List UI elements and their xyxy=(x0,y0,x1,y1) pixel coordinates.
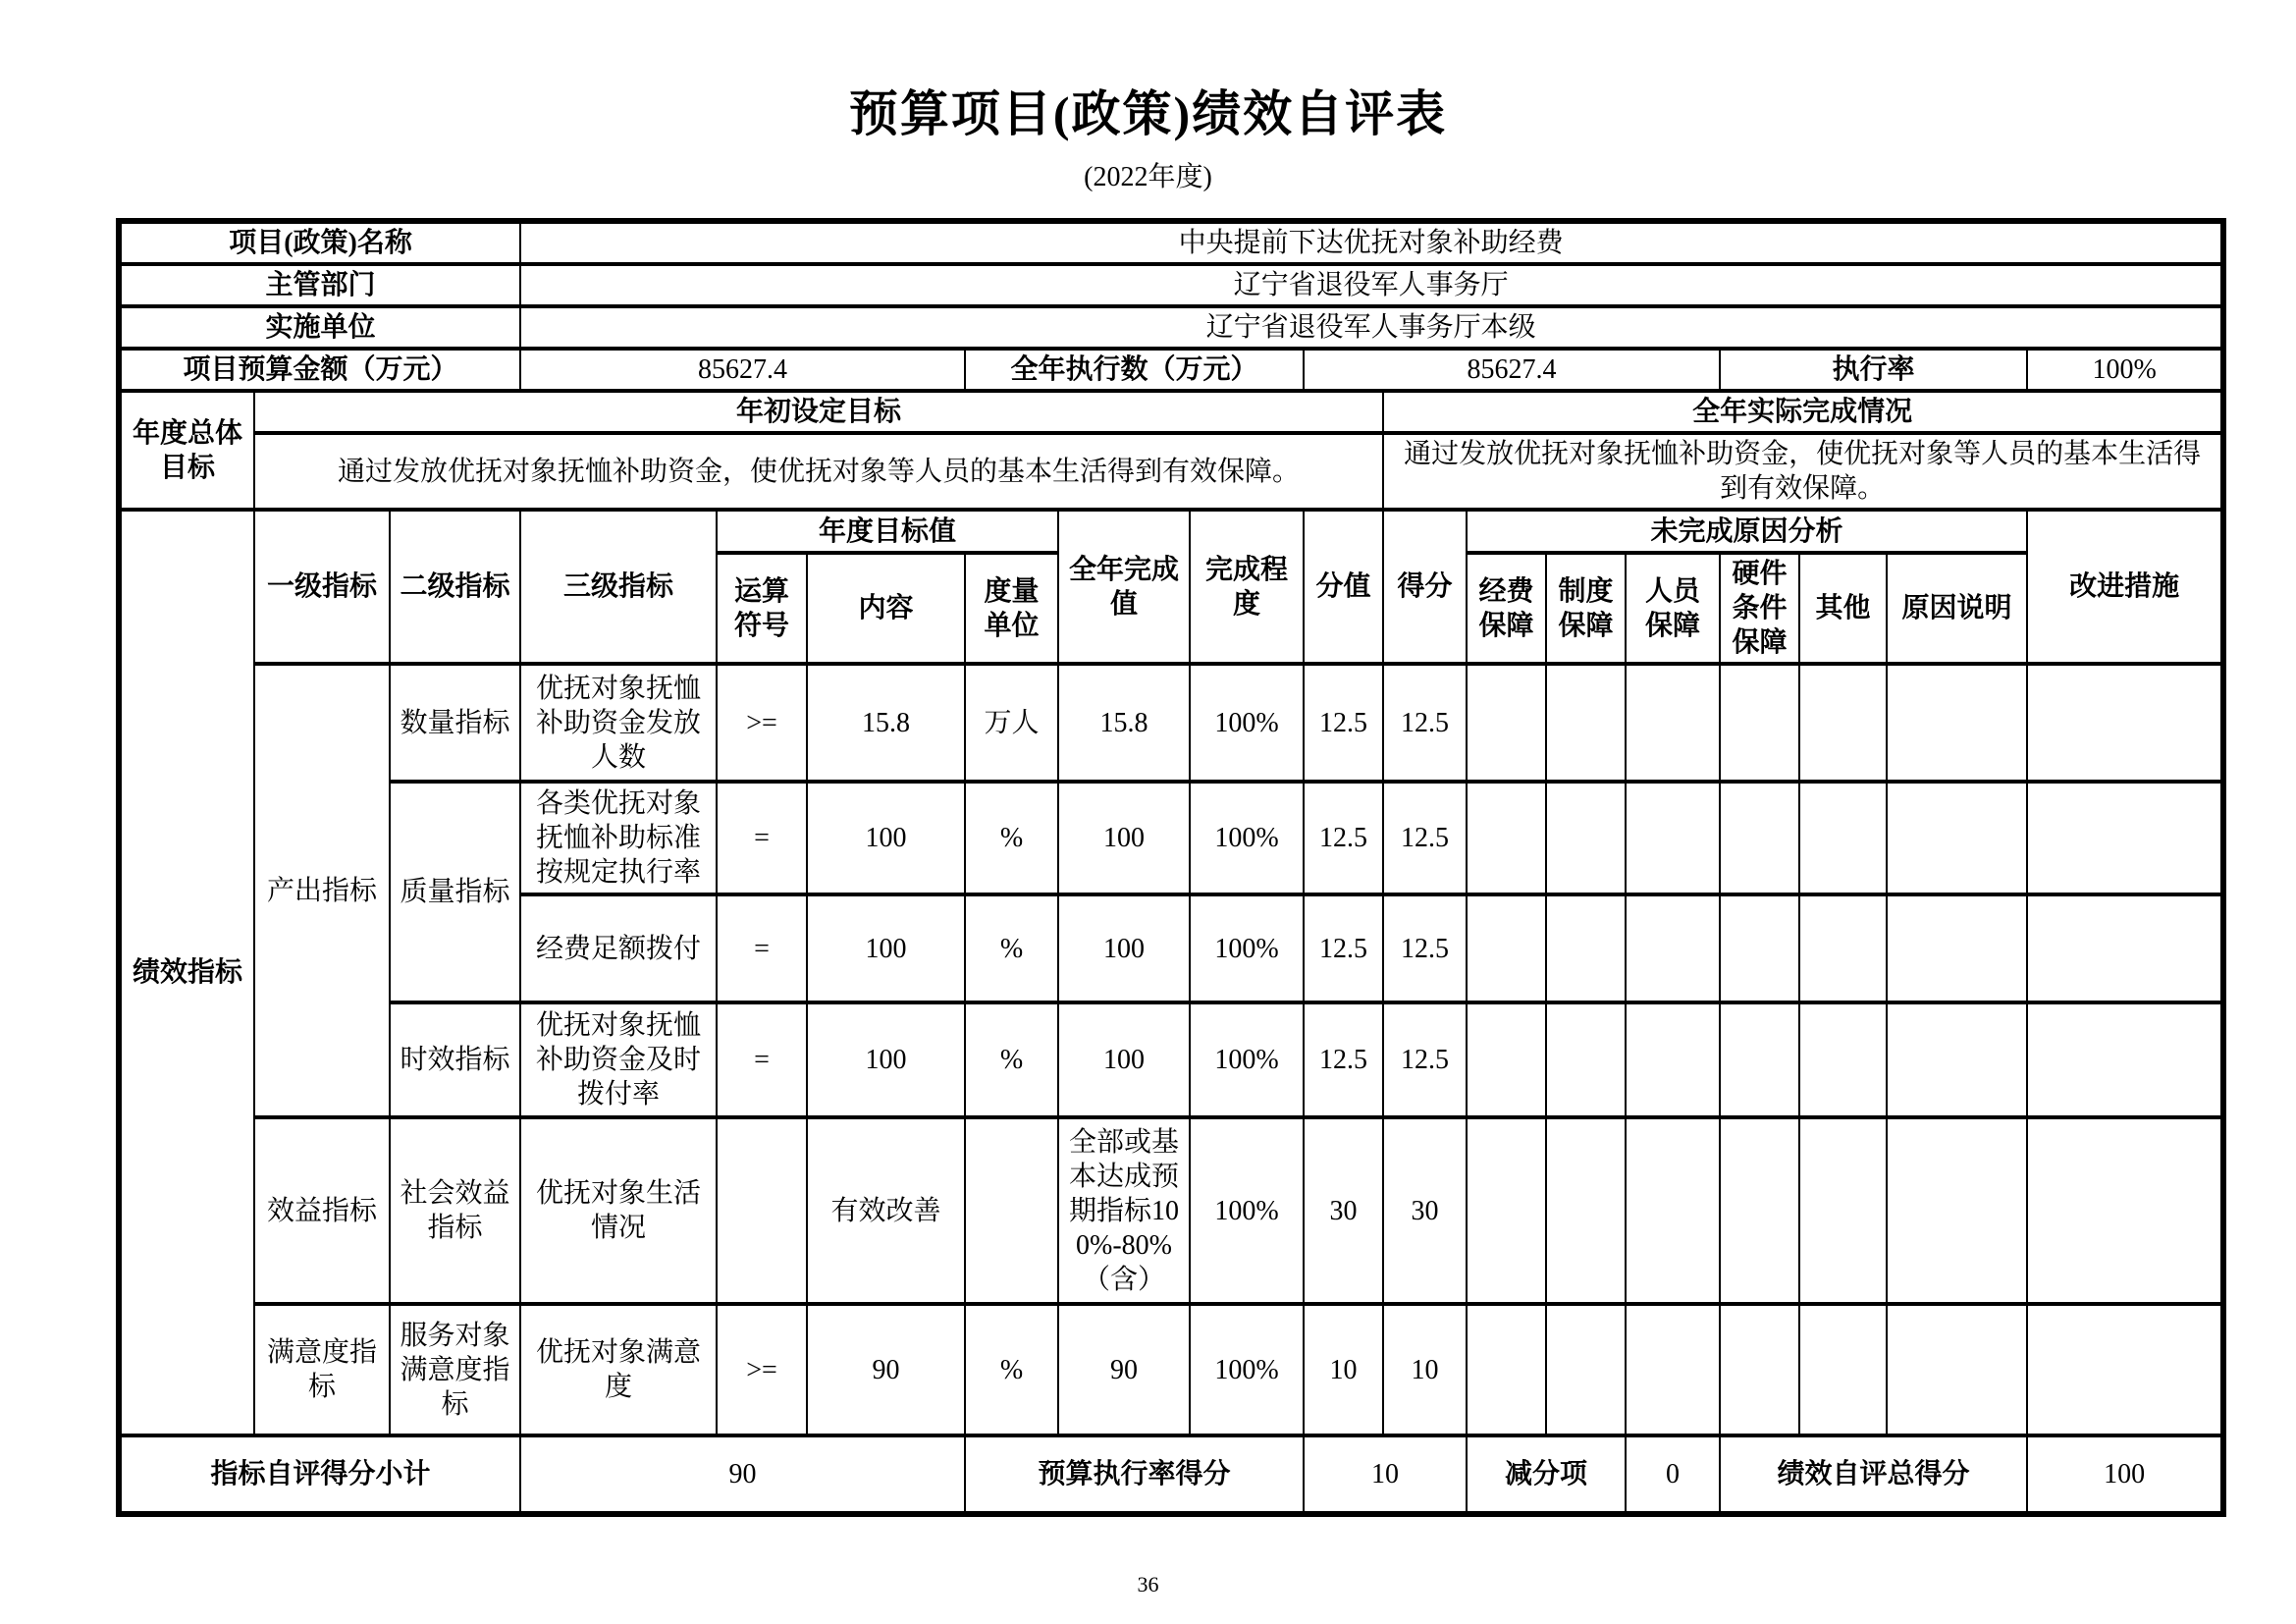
level1-benefit: 效益指标 xyxy=(254,1117,390,1304)
level2-social-benefit: 社会效益指标 xyxy=(390,1117,520,1304)
level3-cell: 优抚对象抚恤补助资金及时拨付率 xyxy=(520,1002,717,1117)
header-hardware: 硬件条件保障 xyxy=(1720,553,1799,664)
operator-cell: = xyxy=(717,782,807,894)
level3-cell: 各类优抚对象抚恤补助标准按规定执行率 xyxy=(520,782,717,894)
completion-cell: 100% xyxy=(1190,664,1304,782)
completion-cell: 100% xyxy=(1190,894,1304,1002)
initial-goal-text: 通过发放优抚对象抚恤补助资金，使优抚对象等人员的基本生活得到有效保障。 xyxy=(254,433,1383,510)
analysis-reason-empty xyxy=(1887,1002,2027,1117)
operator-cell: = xyxy=(717,1002,807,1117)
level2-quality: 质量指标 xyxy=(390,782,520,1002)
exec-rate-score-value: 10 xyxy=(1304,1435,1467,1514)
analysis-hardware-empty xyxy=(1720,782,1799,894)
analysis-reason-empty xyxy=(1887,782,2027,894)
project-name-value: 中央提前下达优抚对象补助经费 xyxy=(520,221,2223,264)
operator-cell xyxy=(717,1117,807,1304)
analysis-reason-empty xyxy=(1887,664,2027,782)
analysis-personnel-empty xyxy=(1626,782,1720,894)
budget-row xyxy=(119,349,2223,391)
content-cell: 100 xyxy=(807,782,965,894)
improvement-empty xyxy=(2027,1002,2223,1117)
header-improvement: 改进措施 xyxy=(2027,510,2223,664)
level3-cell: 经费足额拨付 xyxy=(520,894,717,1002)
analysis-reason-empty xyxy=(1887,1304,2027,1435)
analysis-other-empty xyxy=(1799,1117,1887,1304)
level2-service-satisfaction: 服务对象满意度指标 xyxy=(390,1304,520,1435)
initial-goal-header: 年初设定目标 xyxy=(254,391,1383,433)
annual-goal-label: 年度总体目标 xyxy=(119,391,254,510)
deduction-value: 0 xyxy=(1626,1435,1720,1514)
analysis-reason-empty xyxy=(1887,1117,2027,1304)
analysis-funding-empty xyxy=(1467,1117,1546,1304)
completion-cell: 100% xyxy=(1190,782,1304,894)
score-total-cell: 12.5 xyxy=(1304,1002,1383,1117)
total-score-value: 100 xyxy=(2027,1435,2223,1514)
header-reason: 原因说明 xyxy=(1887,553,2027,664)
header-completion: 完成程度 xyxy=(1190,510,1304,664)
analysis-other-empty xyxy=(1799,664,1887,782)
annual-goal-header-row xyxy=(119,391,2223,433)
annual-value-cell: 100 xyxy=(1058,894,1190,1002)
analysis-other-empty xyxy=(1799,894,1887,1002)
unit-cell: % xyxy=(965,894,1058,1002)
analysis-system-empty xyxy=(1546,664,1626,782)
score-total-cell: 30 xyxy=(1304,1117,1383,1304)
project-name-label: 项目(政策)名称 xyxy=(119,221,520,264)
unit-cell xyxy=(965,1117,1058,1304)
content-cell: 有效改善 xyxy=(807,1117,965,1304)
score-cell: 30 xyxy=(1383,1117,1467,1304)
completion-cell: 100% xyxy=(1190,1117,1304,1304)
analysis-personnel-empty xyxy=(1626,664,1720,782)
header-annual-target: 年度目标值 xyxy=(717,510,1058,553)
completion-cell: 100% xyxy=(1190,1304,1304,1435)
unit-cell: 万人 xyxy=(965,664,1058,782)
document-subtitle: (2022年度) xyxy=(1084,162,1212,192)
page-number: 36 xyxy=(1137,1572,1159,1597)
score-total-cell: 12.5 xyxy=(1304,894,1383,1002)
analysis-hardware-empty xyxy=(1720,1117,1799,1304)
indicator-row-quality-1 xyxy=(119,782,2223,894)
summary-row xyxy=(119,1435,2223,1514)
document-title: 预算项目(政策)绩效自评表 xyxy=(848,86,1448,141)
analysis-hardware-empty xyxy=(1720,1304,1799,1435)
analysis-hardware-empty xyxy=(1720,664,1799,782)
annual-value-cell: 100 xyxy=(1058,1002,1190,1117)
content-cell: 90 xyxy=(807,1304,965,1435)
annual-value-cell: 15.8 xyxy=(1058,664,1190,782)
analysis-system-empty xyxy=(1546,894,1626,1002)
annual-value-cell: 全部或基本达成预期指标100%-80%（含） xyxy=(1058,1117,1190,1304)
analysis-personnel-empty xyxy=(1626,1117,1720,1304)
analysis-personnel-empty xyxy=(1626,894,1720,1002)
unit-label: 实施单位 xyxy=(119,306,520,349)
analysis-personnel-empty xyxy=(1626,1002,1720,1117)
analysis-funding-empty xyxy=(1467,1002,1546,1117)
actual-goal-header: 全年实际完成情况 xyxy=(1383,391,2223,433)
score-cell: 12.5 xyxy=(1383,664,1467,782)
level3-cell: 优抚对象满意度 xyxy=(520,1304,717,1435)
annual-value-cell: 90 xyxy=(1058,1304,1190,1435)
score-cell: 12.5 xyxy=(1383,1002,1467,1117)
unit-cell: % xyxy=(965,782,1058,894)
execution-value: 85627.4 xyxy=(1304,349,1720,391)
level1-satisfaction: 满意度指标 xyxy=(254,1304,390,1435)
unit-cell: % xyxy=(965,1304,1058,1435)
content-cell: 15.8 xyxy=(807,664,965,782)
annual-goal-text-row xyxy=(119,433,2223,510)
score-cell: 12.5 xyxy=(1383,782,1467,894)
content-cell: 100 xyxy=(807,1002,965,1117)
exec-rate-score-label: 预算执行率得分 xyxy=(965,1435,1304,1514)
unit-value: 辽宁省退役军人事务厅本级 xyxy=(520,306,2223,349)
header-level3: 三级指标 xyxy=(520,510,717,664)
header-score-total: 分值 xyxy=(1304,510,1383,664)
analysis-funding-empty xyxy=(1467,782,1546,894)
rate-value: 100% xyxy=(2027,349,2223,391)
subtotal-label: 指标自评得分小计 xyxy=(119,1435,520,1514)
analysis-system-empty xyxy=(1546,1304,1626,1435)
analysis-funding-empty xyxy=(1467,894,1546,1002)
improvement-empty xyxy=(2027,782,2223,894)
content-cell: 100 xyxy=(807,894,965,1002)
analysis-system-empty xyxy=(1546,1117,1626,1304)
header-annual-value: 全年完成值 xyxy=(1058,510,1190,664)
analysis-other-empty xyxy=(1799,782,1887,894)
unit-row xyxy=(119,306,2223,349)
level3-cell: 优抚对象抚恤补助资金发放人数 xyxy=(520,664,717,782)
analysis-funding-empty xyxy=(1467,1304,1546,1435)
header-content: 内容 xyxy=(807,553,965,664)
indicator-section-label: 绩效指标 xyxy=(119,510,254,1435)
self-evaluation-table xyxy=(116,218,2226,1517)
dept-value: 辽宁省退役军人事务厅 xyxy=(520,264,2223,306)
improvement-empty xyxy=(2027,1117,2223,1304)
level2-quantity: 数量指标 xyxy=(390,664,520,782)
project-name-row xyxy=(119,221,2223,264)
header-unit: 度量单位 xyxy=(965,553,1058,664)
header-score: 得分 xyxy=(1383,510,1467,664)
header-operator: 运算符号 xyxy=(717,553,807,664)
rate-label: 执行率 xyxy=(1720,349,2027,391)
dept-label: 主管部门 xyxy=(119,264,520,306)
score-total-cell: 12.5 xyxy=(1304,782,1383,894)
analysis-funding-empty xyxy=(1467,664,1546,782)
budget-value: 85627.4 xyxy=(520,349,965,391)
subtotal-value: 90 xyxy=(520,1435,965,1514)
score-total-cell: 10 xyxy=(1304,1304,1383,1435)
unit-cell: % xyxy=(965,1002,1058,1117)
score-cell: 10 xyxy=(1383,1304,1467,1435)
budget-label: 项目预算金额（万元） xyxy=(119,349,520,391)
level1-output: 产出指标 xyxy=(254,664,390,1117)
improvement-empty xyxy=(2027,664,2223,782)
analysis-system-empty xyxy=(1546,1002,1626,1117)
header-system: 制度保障 xyxy=(1546,553,1626,664)
improvement-empty xyxy=(2027,894,2223,1002)
header-personnel: 人员保障 xyxy=(1626,553,1720,664)
indicator-row-satisfaction xyxy=(119,1304,2223,1435)
analysis-hardware-empty xyxy=(1720,1002,1799,1117)
analysis-personnel-empty xyxy=(1626,1304,1720,1435)
analysis-system-empty xyxy=(1546,782,1626,894)
score-cell: 12.5 xyxy=(1383,894,1467,1002)
score-total-cell: 12.5 xyxy=(1304,664,1383,782)
completion-cell: 100% xyxy=(1190,1002,1304,1117)
deduction-label: 减分项 xyxy=(1467,1435,1626,1514)
dept-row xyxy=(119,264,2223,306)
analysis-hardware-empty xyxy=(1720,894,1799,1002)
actual-goal-text: 通过发放优抚对象抚恤补助资金，使优抚对象等人员的基本生活得到有效保障。 xyxy=(1383,433,2223,510)
header-incomplete-analysis: 未完成原因分析 xyxy=(1467,510,2027,553)
analysis-other-empty xyxy=(1799,1002,1887,1117)
annual-value-cell: 100 xyxy=(1058,782,1190,894)
indicator-row-quantity xyxy=(119,664,2223,782)
analysis-other-empty xyxy=(1799,1304,1887,1435)
header-level2: 二级指标 xyxy=(390,510,520,664)
level3-cell: 优抚对象生活情况 xyxy=(520,1117,717,1304)
indicator-row-benefit xyxy=(119,1117,2223,1304)
operator-cell: >= xyxy=(717,1304,807,1435)
indicator-row-timeliness xyxy=(119,1002,2223,1117)
analysis-reason-empty xyxy=(1887,894,2027,1002)
operator-cell: >= xyxy=(717,664,807,782)
header-other: 其他 xyxy=(1799,553,1887,664)
improvement-empty xyxy=(2027,1304,2223,1435)
header-funding: 经费保障 xyxy=(1467,553,1546,664)
level2-timeliness: 时效指标 xyxy=(390,1002,520,1117)
execution-label: 全年执行数（万元） xyxy=(965,349,1304,391)
header-level1: 一级指标 xyxy=(254,510,390,664)
indicator-header-row-1 xyxy=(119,510,2223,553)
total-score-label: 绩效自评总得分 xyxy=(1720,1435,2027,1514)
operator-cell: = xyxy=(717,894,807,1002)
